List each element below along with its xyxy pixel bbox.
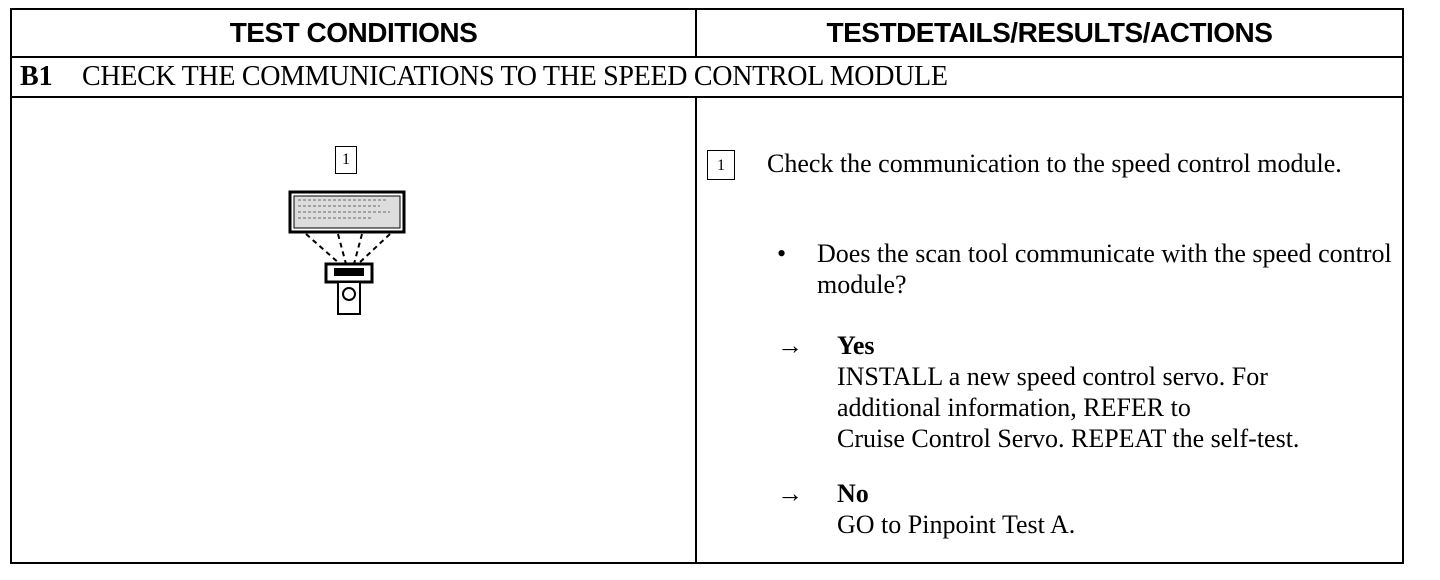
test-details-cell	[697, 98, 1402, 562]
step-row	[12, 58, 1402, 98]
details-step-label: 1	[707, 150, 735, 180]
bullet-point: •	[777, 239, 787, 268]
question-text: Does the scan tool communicate with the speed control module?	[817, 239, 1392, 299]
no-action-text: GO to Pinpoint Test A.	[837, 510, 1076, 539]
yes-label: Yes	[837, 331, 875, 360]
yes-action-line: INSTALL a new speed control servo. For	[837, 362, 1268, 391]
yes-action-line: additional information, REFER to	[837, 393, 1191, 422]
no-arrow: →	[777, 479, 803, 508]
diagnostic-test-table	[10, 8, 1404, 564]
header-test-conditions: TEST CONDITIONS	[12, 10, 697, 56]
yes-action-line: Cruise Control Servo. REPEAT the self-test.	[837, 424, 1300, 453]
test-conditions-cell	[12, 98, 697, 562]
header-test-details: TESTDETAILS/RESULTS/ACTIONS	[826, 17, 1273, 48]
yes-action-text	[837, 361, 1402, 454]
instruction-text: Check the communication to the speed control module.	[767, 149, 1342, 178]
step-id: B1	[20, 61, 53, 92]
table-header	[12, 10, 1402, 58]
scan-tool-illustration	[282, 178, 422, 318]
no-label: No	[837, 479, 869, 508]
yes-arrow: →	[777, 331, 803, 360]
illustration-step-label: 1	[335, 146, 357, 174]
step-title: CHECK THE COMMUNICATIONS TO THE SPEED CONTROL MODULE	[82, 61, 948, 92]
